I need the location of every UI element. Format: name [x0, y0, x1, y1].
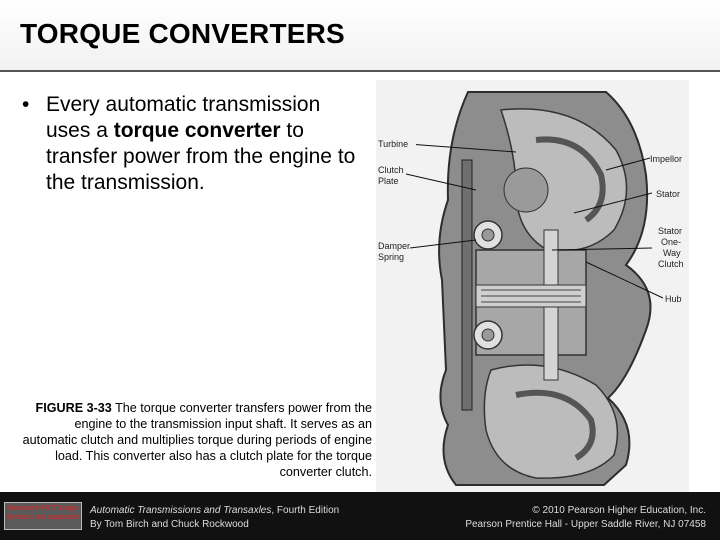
slide-title: TORQUE CONVERTERS	[20, 18, 345, 49]
footer-authors: By Tom Birch and Chuck Rockwood	[90, 519, 249, 530]
footer-copyright	[465, 504, 706, 532]
figure-caption	[18, 400, 372, 480]
figure-number: FIGURE 3-33	[35, 401, 112, 415]
footer-bar	[0, 492, 720, 540]
label-damper-line2: Spring	[378, 252, 405, 262]
title-divider	[0, 70, 720, 72]
clutch-plate	[462, 160, 472, 410]
footer-book-title: Automatic Transmissions and Transaxles	[90, 505, 272, 516]
label-stator-ow-line1: Stator	[658, 226, 683, 236]
torque-converter-figure	[376, 80, 689, 492]
label-turbine: Turbine	[378, 139, 409, 149]
label-clutch-plate-line2: Plate	[378, 176, 399, 186]
title-bar	[0, 0, 720, 70]
label-stator-ow-line2: One-	[661, 237, 682, 247]
label-damper-line1: Damper	[378, 241, 411, 251]
bullet-text	[46, 92, 366, 196]
label-impeller: Impellor	[650, 154, 683, 164]
caption-text: The torque converter transfers power from the engine to the transmission input shaft. It serves as an automatic clutch and multiplies torque during periods of engine load. This converter also has a clutch plate for the torque converter clutch.	[22, 401, 372, 479]
footer-publisher-line: Pearson Prentice Hall - Upper Saddle River, NJ 07458	[465, 519, 706, 530]
bullet-text-after: to transfer power from the engine to the transmission.	[46, 119, 356, 194]
footer-copyright-line: © 2010 Pearson Higher Education, Inc.	[532, 505, 706, 516]
bullet-bold-term: torque converter	[113, 119, 281, 142]
bullet-symbol: •	[22, 93, 30, 116]
label-stator-ow-line4: Clutch	[658, 259, 684, 269]
label-stator: Stator	[656, 189, 681, 199]
footer-book-info	[90, 504, 339, 532]
bullet-text-before: Every automatic transmission uses a	[46, 93, 321, 142]
footer-edition: , Fourth Edition	[271, 505, 340, 516]
label-hub: Hub	[665, 294, 682, 304]
pict-placeholder-image: Macintosh PICT image format is not supported	[4, 502, 82, 530]
label-clutch-plate-line1: Clutch	[378, 165, 404, 175]
label-stator-ow-line3: Way	[663, 248, 681, 258]
